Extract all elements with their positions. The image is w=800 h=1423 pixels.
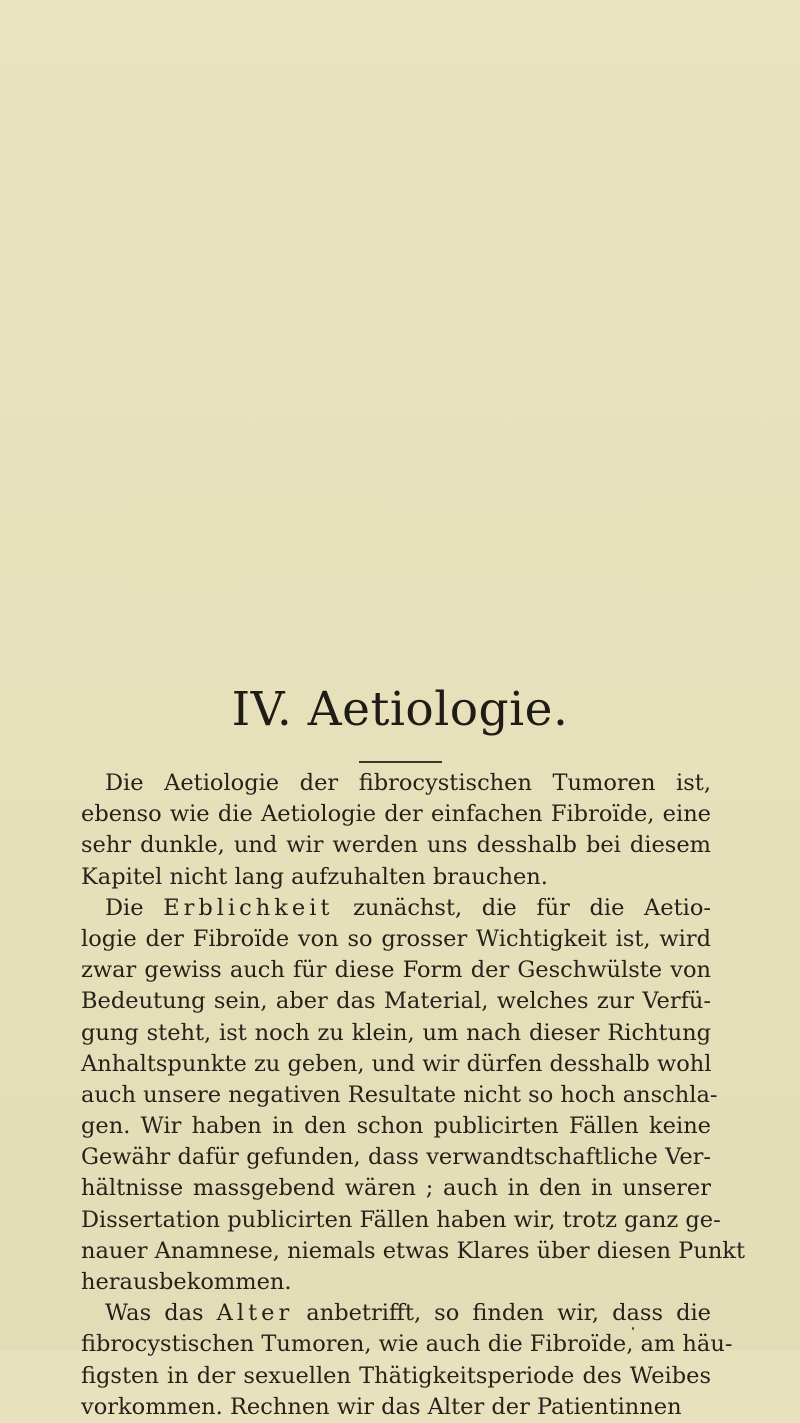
text-segment: hältnisse massgebend wären ; auch in den in unserer	[81, 1175, 711, 1202]
text-line	[81, 1267, 711, 1298]
text-segment: fibrocystischen Tumoren, wie auch die Fibroïde, am häu-	[81, 1331, 733, 1358]
text-line	[81, 955, 711, 986]
text-line	[81, 1392, 711, 1423]
text-line	[81, 862, 711, 893]
text-line	[81, 1361, 711, 1392]
text-line	[81, 986, 711, 1017]
text-segment: herausbekommen.	[81, 1269, 292, 1295]
text-segment: zwar gewiss auch für diese Form der Geschwülste von	[81, 957, 711, 984]
text-segment: logie der Fibroïde von so grosser Wichtigkeit ist, wird	[81, 925, 711, 952]
text-segment: vorkommen. Rechnen wir das Alter der Patientinnen	[81, 1393, 682, 1420]
heading-rule	[359, 761, 442, 763]
emphasized-term: Erblichkeit	[163, 894, 334, 921]
text-line	[81, 1142, 711, 1173]
text-line	[81, 1298, 711, 1329]
text-line	[81, 768, 711, 799]
text-segment: Kapitel nicht lang aufzuhalten brauchen.	[81, 863, 548, 890]
text-segment: nauer Anamnese, niemals etwas Klares über diesen Punkt	[81, 1237, 745, 1264]
text-line	[81, 1018, 711, 1049]
text-line	[81, 830, 711, 861]
text-segment: Die Aetiologie der fibrocystischen Tumoren ist,	[105, 770, 711, 796]
text-segment: Anhaltspunkte zu geben, und wir dürfen desshalb wohl	[81, 1050, 712, 1077]
text-line	[81, 893, 711, 924]
text-line	[81, 924, 711, 955]
text-segment: sehr dunkle, und wir werden uns desshalb bei diesem	[81, 832, 711, 859]
text-line	[81, 1049, 711, 1080]
chapter-heading: IV. Aetiologie.	[231, 682, 569, 737]
chapter-body	[81, 768, 745, 1423]
text-segment: Was das	[105, 1300, 217, 1327]
text-segment: Bedeutung sein, aber das Material, welches zur Verfü-	[81, 988, 711, 1015]
text-segment: Dissertation publicirten Fällen haben wir, trotz ganz ge-	[81, 1206, 721, 1233]
text-segment: ebenso wie die Aetiologie der einfachen Fibroïde, eine	[81, 801, 711, 828]
text-segment: Die	[105, 894, 164, 921]
text-line	[81, 1173, 711, 1204]
text-line	[81, 799, 711, 830]
text-segment: Gewähr dafür gefunden, dass verwandtschaftliche Ver-	[81, 1144, 711, 1171]
text-segment: gung steht, ist noch zu klein, um nach dieser Richtung	[81, 1019, 711, 1046]
paragraph	[81, 893, 745, 1298]
text-line	[81, 1236, 745, 1267]
paragraph	[81, 768, 711, 893]
text-segment: figsten in der sexuellen Thätigkeitsperiode des Weibes	[81, 1362, 711, 1389]
text-line	[81, 1329, 733, 1360]
text-line	[81, 1111, 711, 1142]
page-mark	[632, 1327, 634, 1330]
text-segment: auch unsere negativen Resultate nicht so hoch anschla-	[81, 1081, 718, 1108]
text-segment: gen. Wir haben in den schon publicirten Fällen keine	[81, 1113, 711, 1140]
text-line	[81, 1205, 721, 1236]
text-line	[81, 1080, 718, 1111]
text-segment: anbetrifft, so finden wir, dass die	[293, 1300, 711, 1327]
emphasized-term: Alter	[216, 1300, 294, 1327]
paragraph	[81, 1298, 733, 1423]
text-segment: zunächst, die für die Aetio-	[333, 894, 712, 921]
